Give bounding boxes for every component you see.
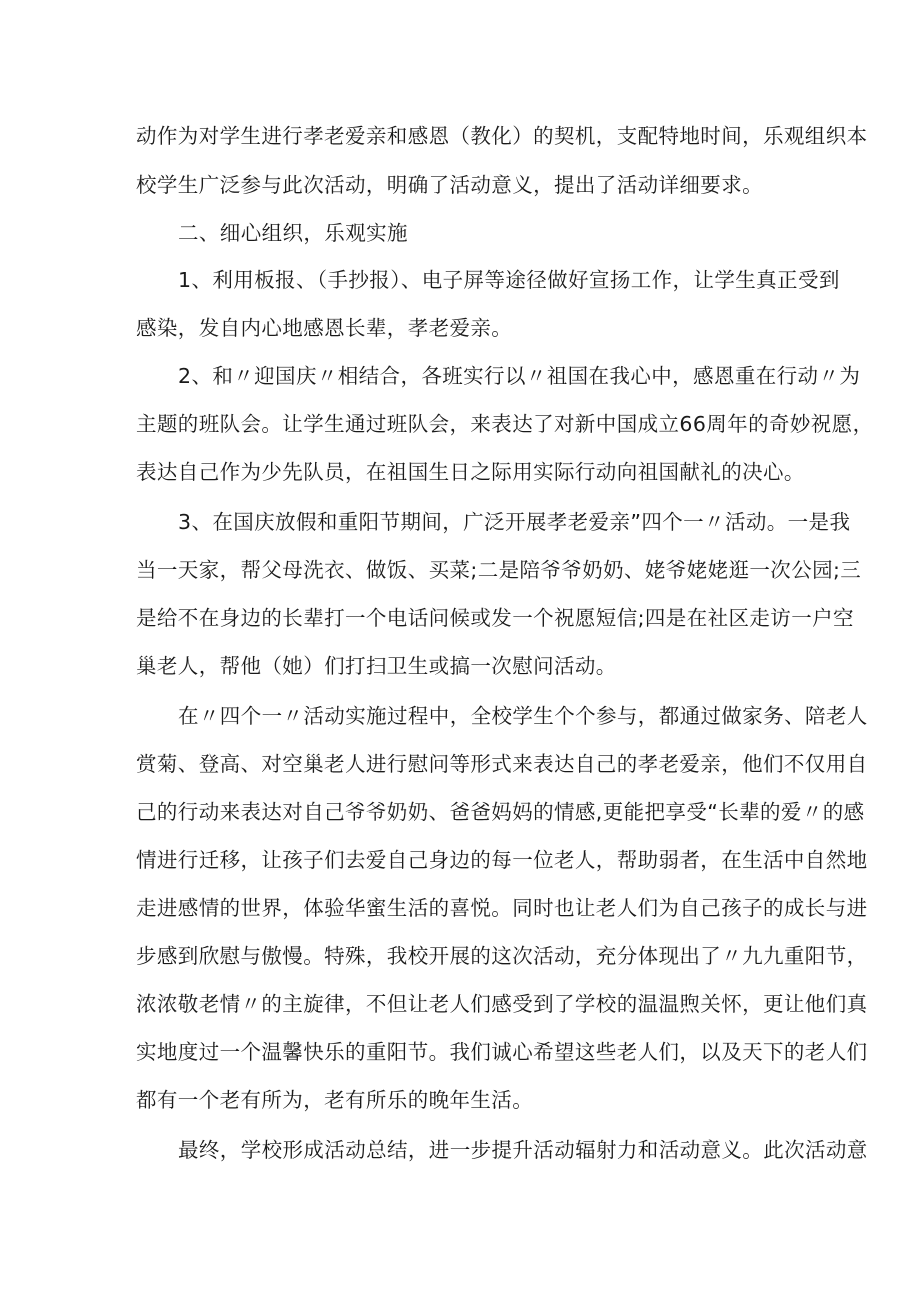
text-line: 赏菊、登高、对空巢老人进行慰问等形式来表达自己的孝老爱亲，他们不仅用自 (136, 752, 868, 776)
text-line: 情进行迁移，让孩子们去爱自己身边的每一位老人，帮助弱者，在生活中自然地 (136, 848, 868, 872)
text-line: 在〃四个一〃活动实施过程中，全校学生个个参与，都通过做家务、陪老人 (178, 704, 868, 728)
text-line: 浓浓敬老情〃的主旋律，不但让老人们感受到了学校的温温煦关怀，更让他们真 (136, 992, 868, 1016)
text-line: 步感到欣慰与傲慢。特殊，我校开展的这次活动，充分体现出了〃九九重阳节， (136, 944, 868, 968)
text-line: 最终，学校形成活动总结，进一步提升活动辐射力和活动意义。此次活动意 (178, 1138, 868, 1162)
text-line: 是给不在身边的长辈打一个电话问候或发一个祝愿短信;四是在社区走访一户空 (136, 606, 854, 630)
text-line: 动作为对学生进行孝老爱亲和感恩（教化）的契机，支配特地时间，乐观组织本 (136, 124, 868, 148)
text-line: 实地度过一个温馨快乐的重阳节。我们诚心希望这些老人们，以及天下的老人们 (136, 1040, 868, 1064)
text-line: 当一天家，帮父母洗衣、做饭、买菜;二是陪爷爷奶奶、姥爷姥姥逛一次公园;三 (136, 558, 862, 582)
text-line: 感染，发自内心地感恩长辈，孝老爱亲。 (136, 316, 513, 340)
text-line: 巢老人，帮他（她）们打扫卫生或搞一次慰问活动。 (136, 654, 617, 678)
text-line: 走进感情的世界，体验华蜜生活的喜悦。同时也让老人们为自己孩子的成长与进 (136, 896, 868, 920)
text-line: 主题的班队会。让学生通过班队会，来表达了对新中国成立66周年的奇妙祝愿， (136, 412, 874, 436)
section-heading: 二、细心组织，乐观实施 (178, 221, 408, 245)
text-line: 校学生广泛参与此次活动，明确了活动意义，提出了活动详细要求。 (136, 173, 763, 197)
text-line: 己的行动来表达对自己爷爷奶奶、爸爸妈妈的情感,更能把享受“长辈的爱〃的感 (136, 800, 865, 824)
text-line: 表达自己作为少先队员，在祖国生日之际用实际行动向祖国献礼的决心。 (136, 460, 805, 484)
text-line: 都有一个老有所为，老有所乐的晚年生活。 (136, 1088, 534, 1112)
text-line: 2、和〃迎国庆〃相结合，各班实行以〃祖国在我心中，感恩重在行动〃为 (178, 364, 861, 388)
text-line: 1、利用板报、（手抄报）、电子屏等途径做好宣扬工作，让学生真正受到 (178, 268, 840, 292)
text-line: 3、在国庆放假和重阳节期间，广泛开展孝老爱亲”四个一〃活动。一是我 (178, 510, 851, 534)
